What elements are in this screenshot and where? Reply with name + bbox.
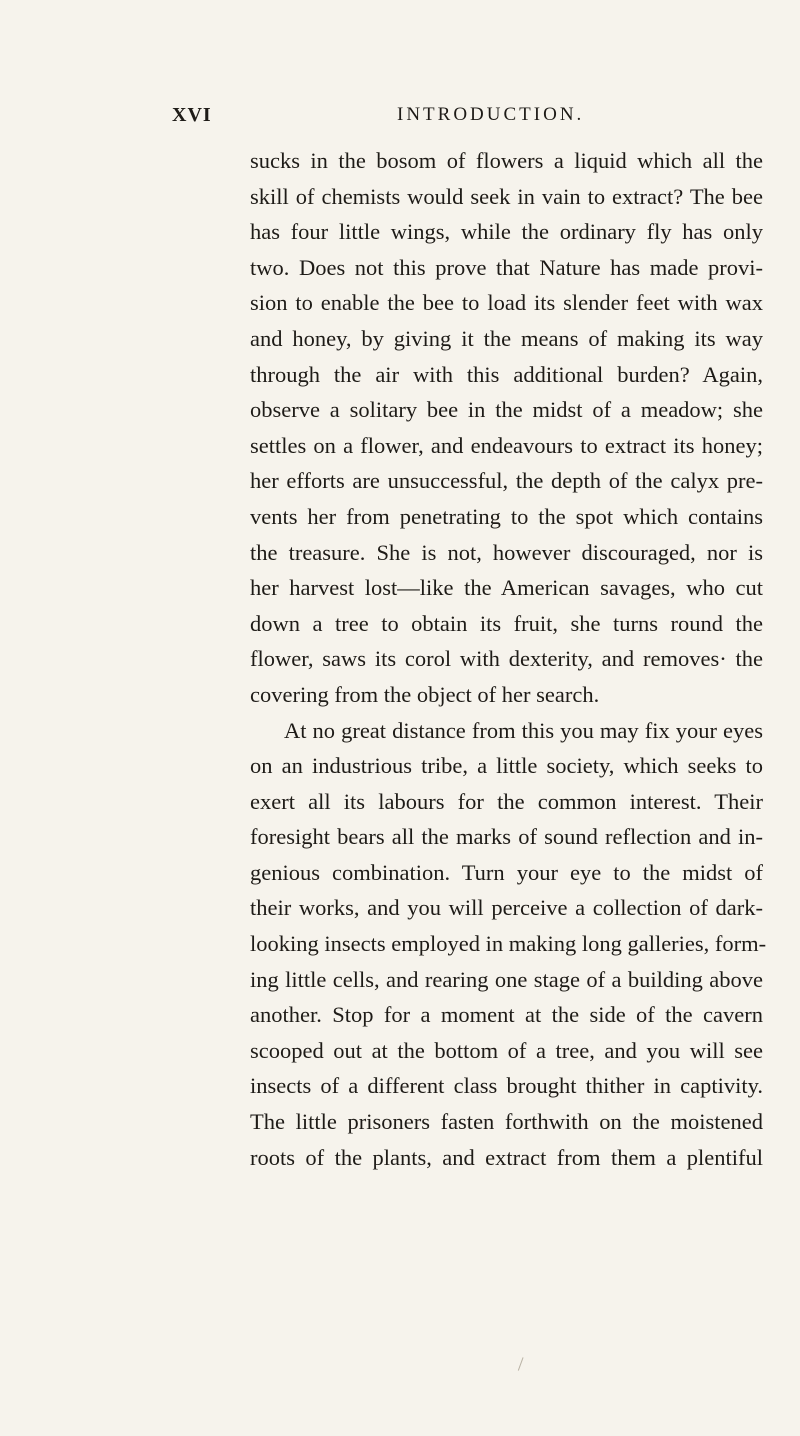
text-line: ing little cells, and rearing one stage of a building above [250,966,763,992]
text-line: flower, saws its corol with dexterity, and removes· the [250,646,763,672]
body-text [250,143,767,1175]
text-line: observe a solitary bee in the midst of a meadow; she [250,397,763,423]
running-head [172,104,692,134]
text-line: The little prisoners fasten forthwith on the moistened [250,1109,763,1135]
text-line: their works, and you will perceive a collection of dark- [250,895,763,921]
paper-blemish [518,1357,529,1373]
text-line: down a tree to obtain its fruit, she turns round the [250,610,763,636]
text-line: sucks in the bosom of flowers a liquid which all the [250,148,763,173]
text-line: looking insects employed in making long galleries, form- [250,931,767,957]
paragraph-2 [250,713,767,1176]
text-line: two. Does not this prove that Nature has made provi- [250,254,763,280]
text-line: covering from the object of her search. [250,681,600,707]
page-number: XVI [172,104,212,126]
text-line: scooped out at the bottom of a tree, and you will see [250,1037,763,1063]
text-line: another. Stop for a moment at the side of the cavern [250,1002,763,1028]
running-head-title: INTRODUCTION. [397,104,585,125]
text-line: and honey, by giving it the means of making its way [250,325,763,351]
text-line: genious combination. Turn your eye to the midst of [250,859,763,885]
paragraph-1 [250,143,763,713]
text-line: sion to enable the bee to load its slender feet with wax [250,290,763,316]
text-line: foresight bears all the marks of sound reflection and in- [250,824,763,850]
text-line: exert all its labours for the common interest. Their [250,788,763,814]
text-line: has four little wings, while the ordinary fly has only [250,219,763,245]
text-line: through the air with this additional burden? Again, [250,361,763,387]
text-line: the treasure. She is not, however discouraged, nor is [250,539,763,565]
text-line: settles on a flower, and endeavours to extract its honey; [250,432,763,458]
text-line: skill of chemists would seek in vain to extract? The bee [250,183,763,209]
text-line: her harvest lost—like the American savages, who cut [250,575,763,601]
text-line: her efforts are unsuccessful, the depth of the calyx pre- [250,468,763,494]
text-line: vents her from penetrating to the spot which contains [250,503,763,529]
text-line: At no great distance from this you may fix your eyes [284,717,763,743]
text-line: roots of the plants, and extract from them a plentiful [250,1144,763,1170]
text-line: on an industrious tribe, a little society, which seeks to [250,753,763,779]
text-line: insects of a different class brought thither in captivity. [250,1073,763,1099]
